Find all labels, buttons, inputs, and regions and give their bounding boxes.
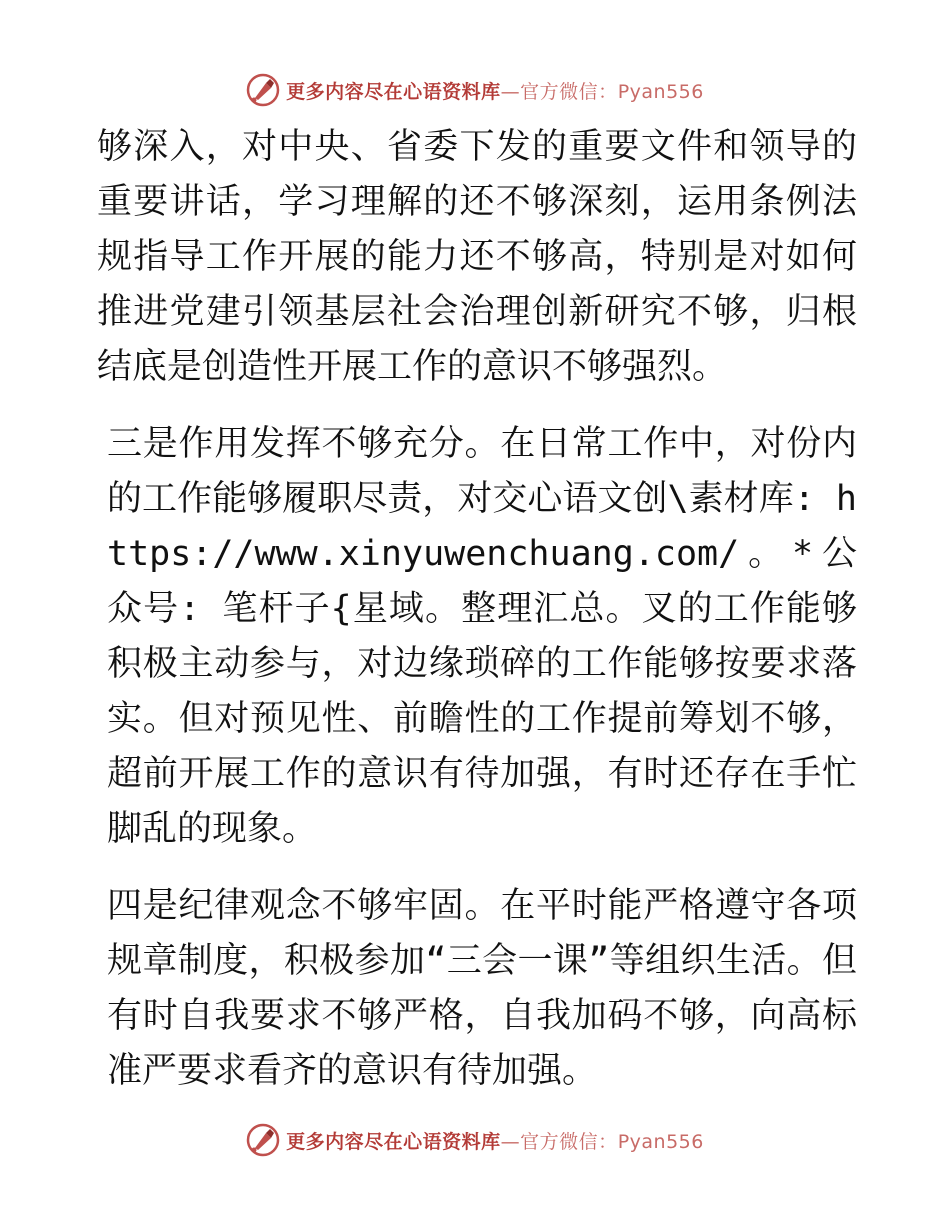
- footer-brand-text: 更多内容尽在心语资料库: [286, 1130, 501, 1153]
- footer-wechat-label: 官方微信：: [520, 1130, 618, 1153]
- footer-banner-text: [286, 1127, 704, 1154]
- paragraph-1: 够深入，对中央、省委下发的重要文件和领导的重要讲话，学习理解的还不够深刻，运用条例法规指导工作开展的能力还不够高，特别是对如何推进党建引领基层社会治理创新研究不够，归根结底是创造性开展工作的意识不够强烈。: [97, 127, 857, 387]
- header-banner-text: [286, 77, 704, 104]
- paragraph-3: 四是纪律观念不够牢固。在平时能严格遵守各项规章制度，积极参加“三会一课”等组织生活。但有时自我要求不够严格，自我加码不够，向高标准严要求看齐的意识有待加强。: [107, 886, 857, 1091]
- footer-dash: —: [500, 1130, 521, 1153]
- header-dash: —: [500, 80, 521, 103]
- footer-wechat-id: Pyan556: [617, 1130, 704, 1153]
- header-wechat-id: Pyan556: [617, 80, 704, 103]
- page-footer: [0, 1120, 950, 1160]
- paragraph-2: 三是作用发挥不够充分。在日常工作中，对份内的工作能够履职尽责，对交心语文创\素材库: https://www.xinyuwenchuang.com/。*公众号: 笔杆子{星域。整理汇总。叉的工作能够积极主动参与，对边缘琐碎的工作能够按要求落实。但对预见性、前瞻性的工作提前筹划不够，超前开展工作的意识有待加强，有时还存在手忙脚乱的现象。: [107, 424, 857, 849]
- header-wechat-label: 官方微信：: [520, 80, 618, 103]
- page-header: [0, 70, 950, 110]
- body-text: [97, 120, 857, 1099]
- header-brand-text: 更多内容尽在心语资料库: [286, 80, 501, 103]
- pen-nib-logo-icon: [246, 1123, 280, 1157]
- pen-nib-logo-icon: [246, 73, 280, 107]
